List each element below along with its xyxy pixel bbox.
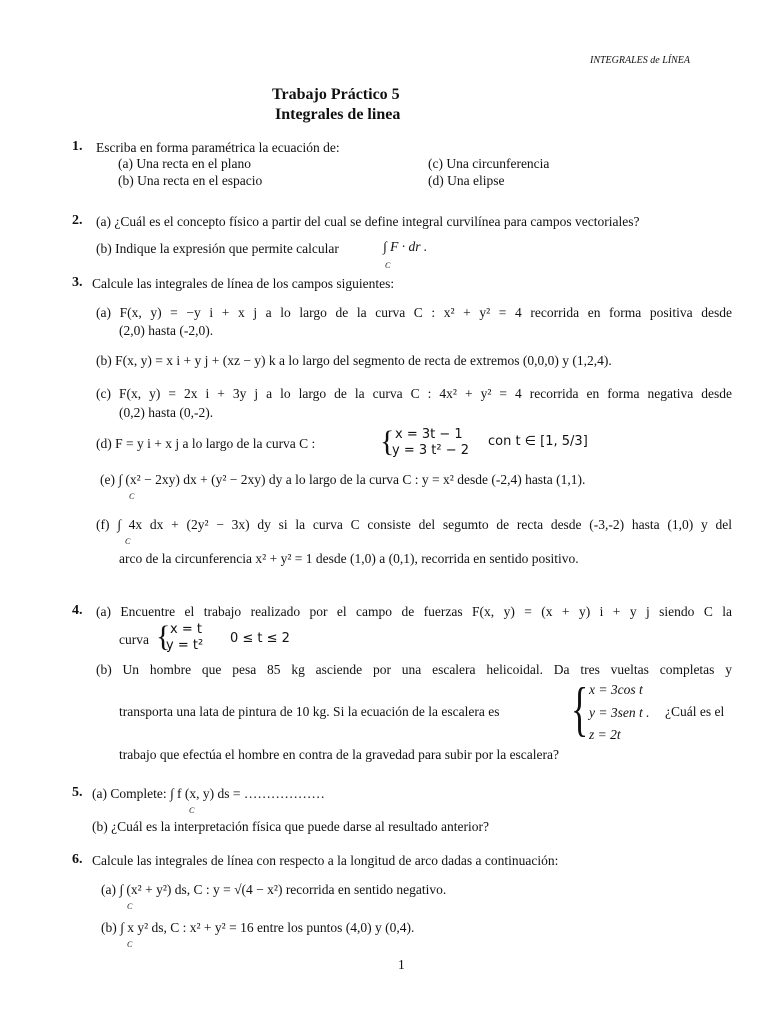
q3-part-a-cont: (2,0) hasta (-2,0). <box>119 323 214 338</box>
q3-part-c: (c) F(x, y) = 2x i + 3y j a lo largo de la curva C : 4x² + y² = 4 recorrida en forma negativa desde <box>96 386 732 401</box>
q4-part-b-end: trabajo que efectúa el hombre en contra de la gravedad para subir por la escalera? <box>119 747 560 762</box>
q3-number: 3. <box>72 275 83 290</box>
q4-b-brace: { <box>571 676 589 742</box>
q4-part-b-cont: transporta una lata de pintura de 10 kg. Si la ecuación de la escalera es <box>119 704 500 719</box>
q4-b-eq3: z = 2t <box>589 727 621 742</box>
q3-part-f-cont: arco de la circunferencia x² + y² = 1 desde (1,0) a (0,1), recorrida en sentido positivo. <box>119 551 579 566</box>
q2-curve-sub: C <box>385 261 391 270</box>
running-header: INTEGRALES de LÍNEA <box>590 55 690 66</box>
q4-a-eq2: y = t² <box>166 638 204 653</box>
q1-option-c: (c) Una circunferencia <box>428 156 550 171</box>
q3-part-c-cont: (0,2) hasta (0,-2). <box>119 405 214 420</box>
q5-curve-sub: C <box>189 806 195 815</box>
q6-part-a: (a) ∫ (x² + y²) ds, C : y = √(4 − x²) recorrida en sentido negativo. <box>101 882 447 897</box>
q3-stem: Calcule las integrales de línea de los campos siguientes: <box>92 276 395 291</box>
q3-part-f: (f) ∫ 4x dx + (2y² − 3x) dy si la curva C consiste del segumto de recta desde (-3,-2) hasta (1,0) y del <box>96 517 732 532</box>
q3-part-b: (b) F(x, y) = x i + y j + (xz − y) k a lo largo del segmento de recta de extremos (0,0,0) y (1,2,4). <box>96 353 612 368</box>
q4-a-curva: curva <box>119 632 149 647</box>
q4-a-eq1: x = t <box>170 622 202 637</box>
q1-option-b: (b) Una recta en el espacio <box>118 173 263 188</box>
q3-e-curve-sub: C <box>129 492 135 501</box>
q6-a-curve-sub: C <box>127 902 133 911</box>
q5-part-a: (a) Complete: ∫ f (x, y) ds = ……………… <box>92 786 325 801</box>
q5-number: 5. <box>72 785 83 800</box>
q3-d-eq2: y = 3 t² − 2 <box>392 443 469 458</box>
q4-part-b-cont-tail: ¿Cuál es el <box>665 704 725 719</box>
q2-part-a: (a) ¿Cuál es el concepto físico a partir del cual se define integral curvilínea para campos vectoriales? <box>96 214 640 229</box>
q4-a-brace: { <box>156 620 171 653</box>
q2-number: 2. <box>72 213 83 228</box>
q3-f-curve-sub: C <box>125 537 131 546</box>
q1-number: 1. <box>72 139 83 154</box>
q3-part-e: (e) ∫ (x² − 2xy) dx + (y² − 2xy) dy a lo largo de la curva C : y = x² desde (-2,4) hasta (1,1). <box>100 472 586 487</box>
page-subtitle: Integrales de linea <box>275 106 401 123</box>
q1-option-a: (a) Una recta en el plano <box>118 156 252 171</box>
q3-part-a: (a) F(x, y) = −y i + x j a lo largo de la curva C : x² + y² = 4 recorrida en forma positiva desde <box>96 305 732 320</box>
q3-part-d: (d) F = y i + x j a lo largo de la curva C : <box>96 436 316 451</box>
q4-number: 4. <box>72 603 83 618</box>
q3-d-brace: { <box>380 425 395 458</box>
q2-part-b: (b) Indique la expresión que permite calcular <box>96 241 339 256</box>
q2-line-integral: ∫ F · dr . <box>383 239 428 254</box>
q6-stem: Calcule las integrales de línea con respecto a la longitud de arco dadas a continuación: <box>92 853 559 868</box>
page-number: 1 <box>398 957 405 972</box>
q3-d-eq1: x = 3t − 1 <box>395 427 463 442</box>
q4-part-a: (a) Encuentre el trabajo realizado por el campo de fuerzas F(x, y) = (x + y) i + y j siendo C la <box>96 604 732 619</box>
q6-b-curve-sub: C <box>127 940 133 949</box>
q3-d-range: con t ∈ [1, 5/3] <box>488 434 588 449</box>
q4-part-b: (b) Un hombre que pesa 85 kg asciende por una escalera helicoidal. Da tres vueltas completas y <box>96 662 732 677</box>
q6-part-b: (b) ∫ x y² ds, C : x² + y² = 16 entre los puntos (4,0) y (0,4). <box>101 920 415 935</box>
page-title: Trabajo Práctico 5 <box>272 86 400 103</box>
q5-part-b: (b) ¿Cuál es la interpretación física que puede darse al resultado anterior? <box>92 819 489 834</box>
q4-a-range: 0 ≤ t ≤ 2 <box>230 631 290 646</box>
q6-number: 6. <box>72 852 83 867</box>
q1-option-d: (d) Una elipse <box>428 173 505 188</box>
q4-b-eq2: y = 3sen t . <box>589 705 650 720</box>
q1-stem: Escriba en forma paramétrica la ecuación de: <box>96 140 340 155</box>
q4-b-eq1: x = 3cos t <box>589 682 643 697</box>
